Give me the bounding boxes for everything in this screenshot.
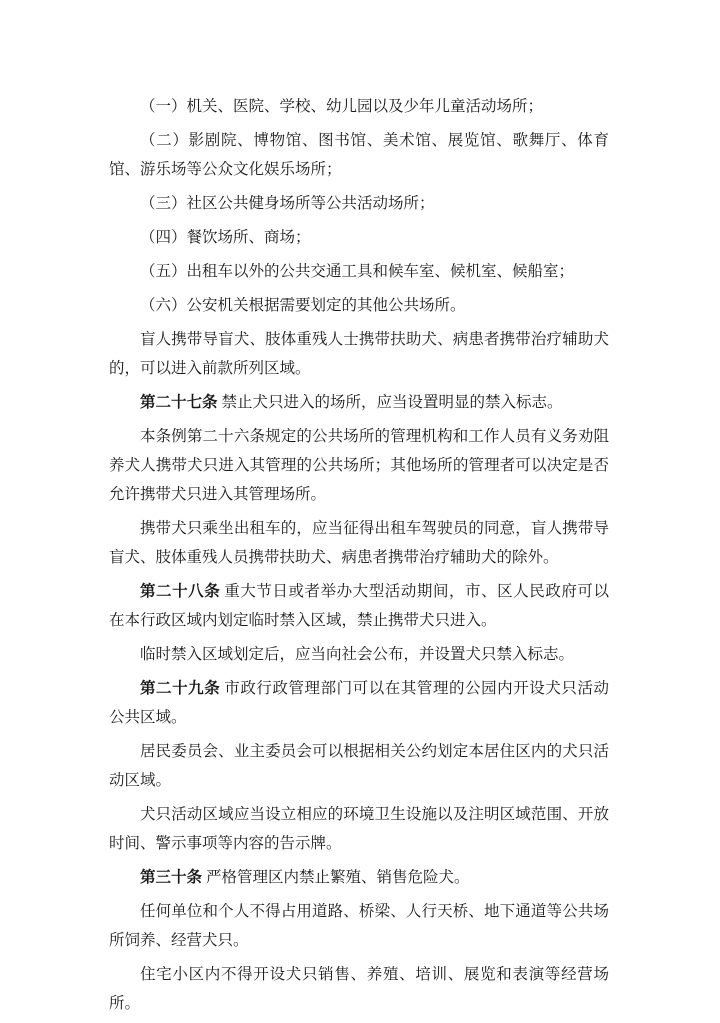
paragraph-text: （五）出租车以外的公共交通工具和候车室、候机室、候船室； — [140, 262, 575, 280]
paragraph-12 — [109, 640, 609, 669]
paragraph-2 — [109, 126, 609, 184]
paragraph-4 — [109, 223, 609, 252]
paragraph-text: 犬只活动区域应当设立相应的环境卫生设施以及注明区域范围、开放时间、警示事项等内容的告示牌。 — [109, 805, 609, 852]
paragraph-text: （一）机关、医院、学校、幼儿园以及少年儿童活动场所； — [140, 97, 544, 115]
paragraph-text: （三）社区公共健身场所等公共活动场所； — [140, 194, 435, 212]
paragraph-text: 携带犬只乘坐出租车的，应当征得出租车驾驶员的同意，盲人携带导盲犬、肢体重残人员携带扶助犬、病患者携带治疗辅助犬的除外。 — [109, 519, 609, 566]
paragraph-text: （二）影剧院、博物馆、图书馆、美术馆、展览馆、歌舞厅、体育馆、游乐场等公众文化娱乐场所； — [109, 131, 609, 178]
paragraph-7 — [109, 325, 609, 383]
paragraph-11 — [109, 577, 609, 635]
article-heading: 第二十七条 — [140, 393, 218, 411]
paragraph-text: 严格管理区内禁止繁殖、销售危险犬。 — [206, 868, 470, 886]
paragraph-10 — [109, 514, 609, 572]
paragraph-text: 临时禁入区域划定后，应当向社会公布，并设置犬只禁入标志。 — [140, 645, 575, 663]
paragraph-14 — [109, 737, 609, 795]
article-heading: 第二十九条 — [140, 679, 221, 697]
paragraph-text: 住宅小区内不得开设犬只销售、养殖、培训、展览和表演等经营场所。 — [109, 965, 609, 1012]
paragraph-8 — [109, 388, 609, 417]
paragraph-text: （四）餐饮场所、商场； — [140, 228, 311, 246]
paragraph-text: 禁止犬只进入的场所，应当设置明显的禁入标志。 — [221, 393, 563, 411]
paragraph-15 — [109, 800, 609, 858]
paragraph-17 — [109, 897, 609, 955]
paragraph-3 — [109, 189, 609, 218]
document-body — [109, 92, 609, 1023]
paragraph-text: 任何单位和个人不得占用道路、桥梁、人行天桥、地下通道等公共场所饲养、经营犬只。 — [109, 902, 609, 949]
paragraph-13 — [109, 674, 609, 732]
paragraph-text: （六）公安机关根据需要划定的其他公共场所。 — [140, 296, 466, 314]
paragraph-5 — [109, 257, 609, 286]
paragraph-text: 重大节日或者举办大型活动期间，市、区人民政府可以在本行政区域内划定临时禁入区域，禁止携带犬只进入。 — [109, 582, 609, 629]
article-heading: 第三十条 — [140, 868, 203, 886]
paragraph-text: 本条例第二十六条规定的公共场所的管理机构和工作人员有义务劝阻养犬人携带犬只进入其管理的公共场所；其他场所的管理者可以决定是否允许携带犬只进入其管理场所。 — [109, 427, 609, 503]
paragraph-text: 盲人携带导盲犬、肢体重残人士携带扶助犬、病患者携带治疗辅助犬的，可以进入前款所列区域。 — [109, 330, 609, 377]
paragraph-text: 居民委员会、业主委员会可以根据相关公约划定本居住区内的犬只活动区域。 — [109, 742, 609, 789]
paragraph-1 — [109, 92, 609, 121]
paragraph-9 — [109, 422, 609, 509]
paragraph-text: 市政行政管理部门可以在其管理的公园内开设犬只活动公共区域。 — [109, 679, 609, 726]
paragraph-16 — [109, 863, 609, 892]
paragraph-6 — [109, 291, 609, 320]
article-heading: 第二十八条 — [140, 582, 221, 600]
paragraph-18 — [109, 960, 609, 1018]
